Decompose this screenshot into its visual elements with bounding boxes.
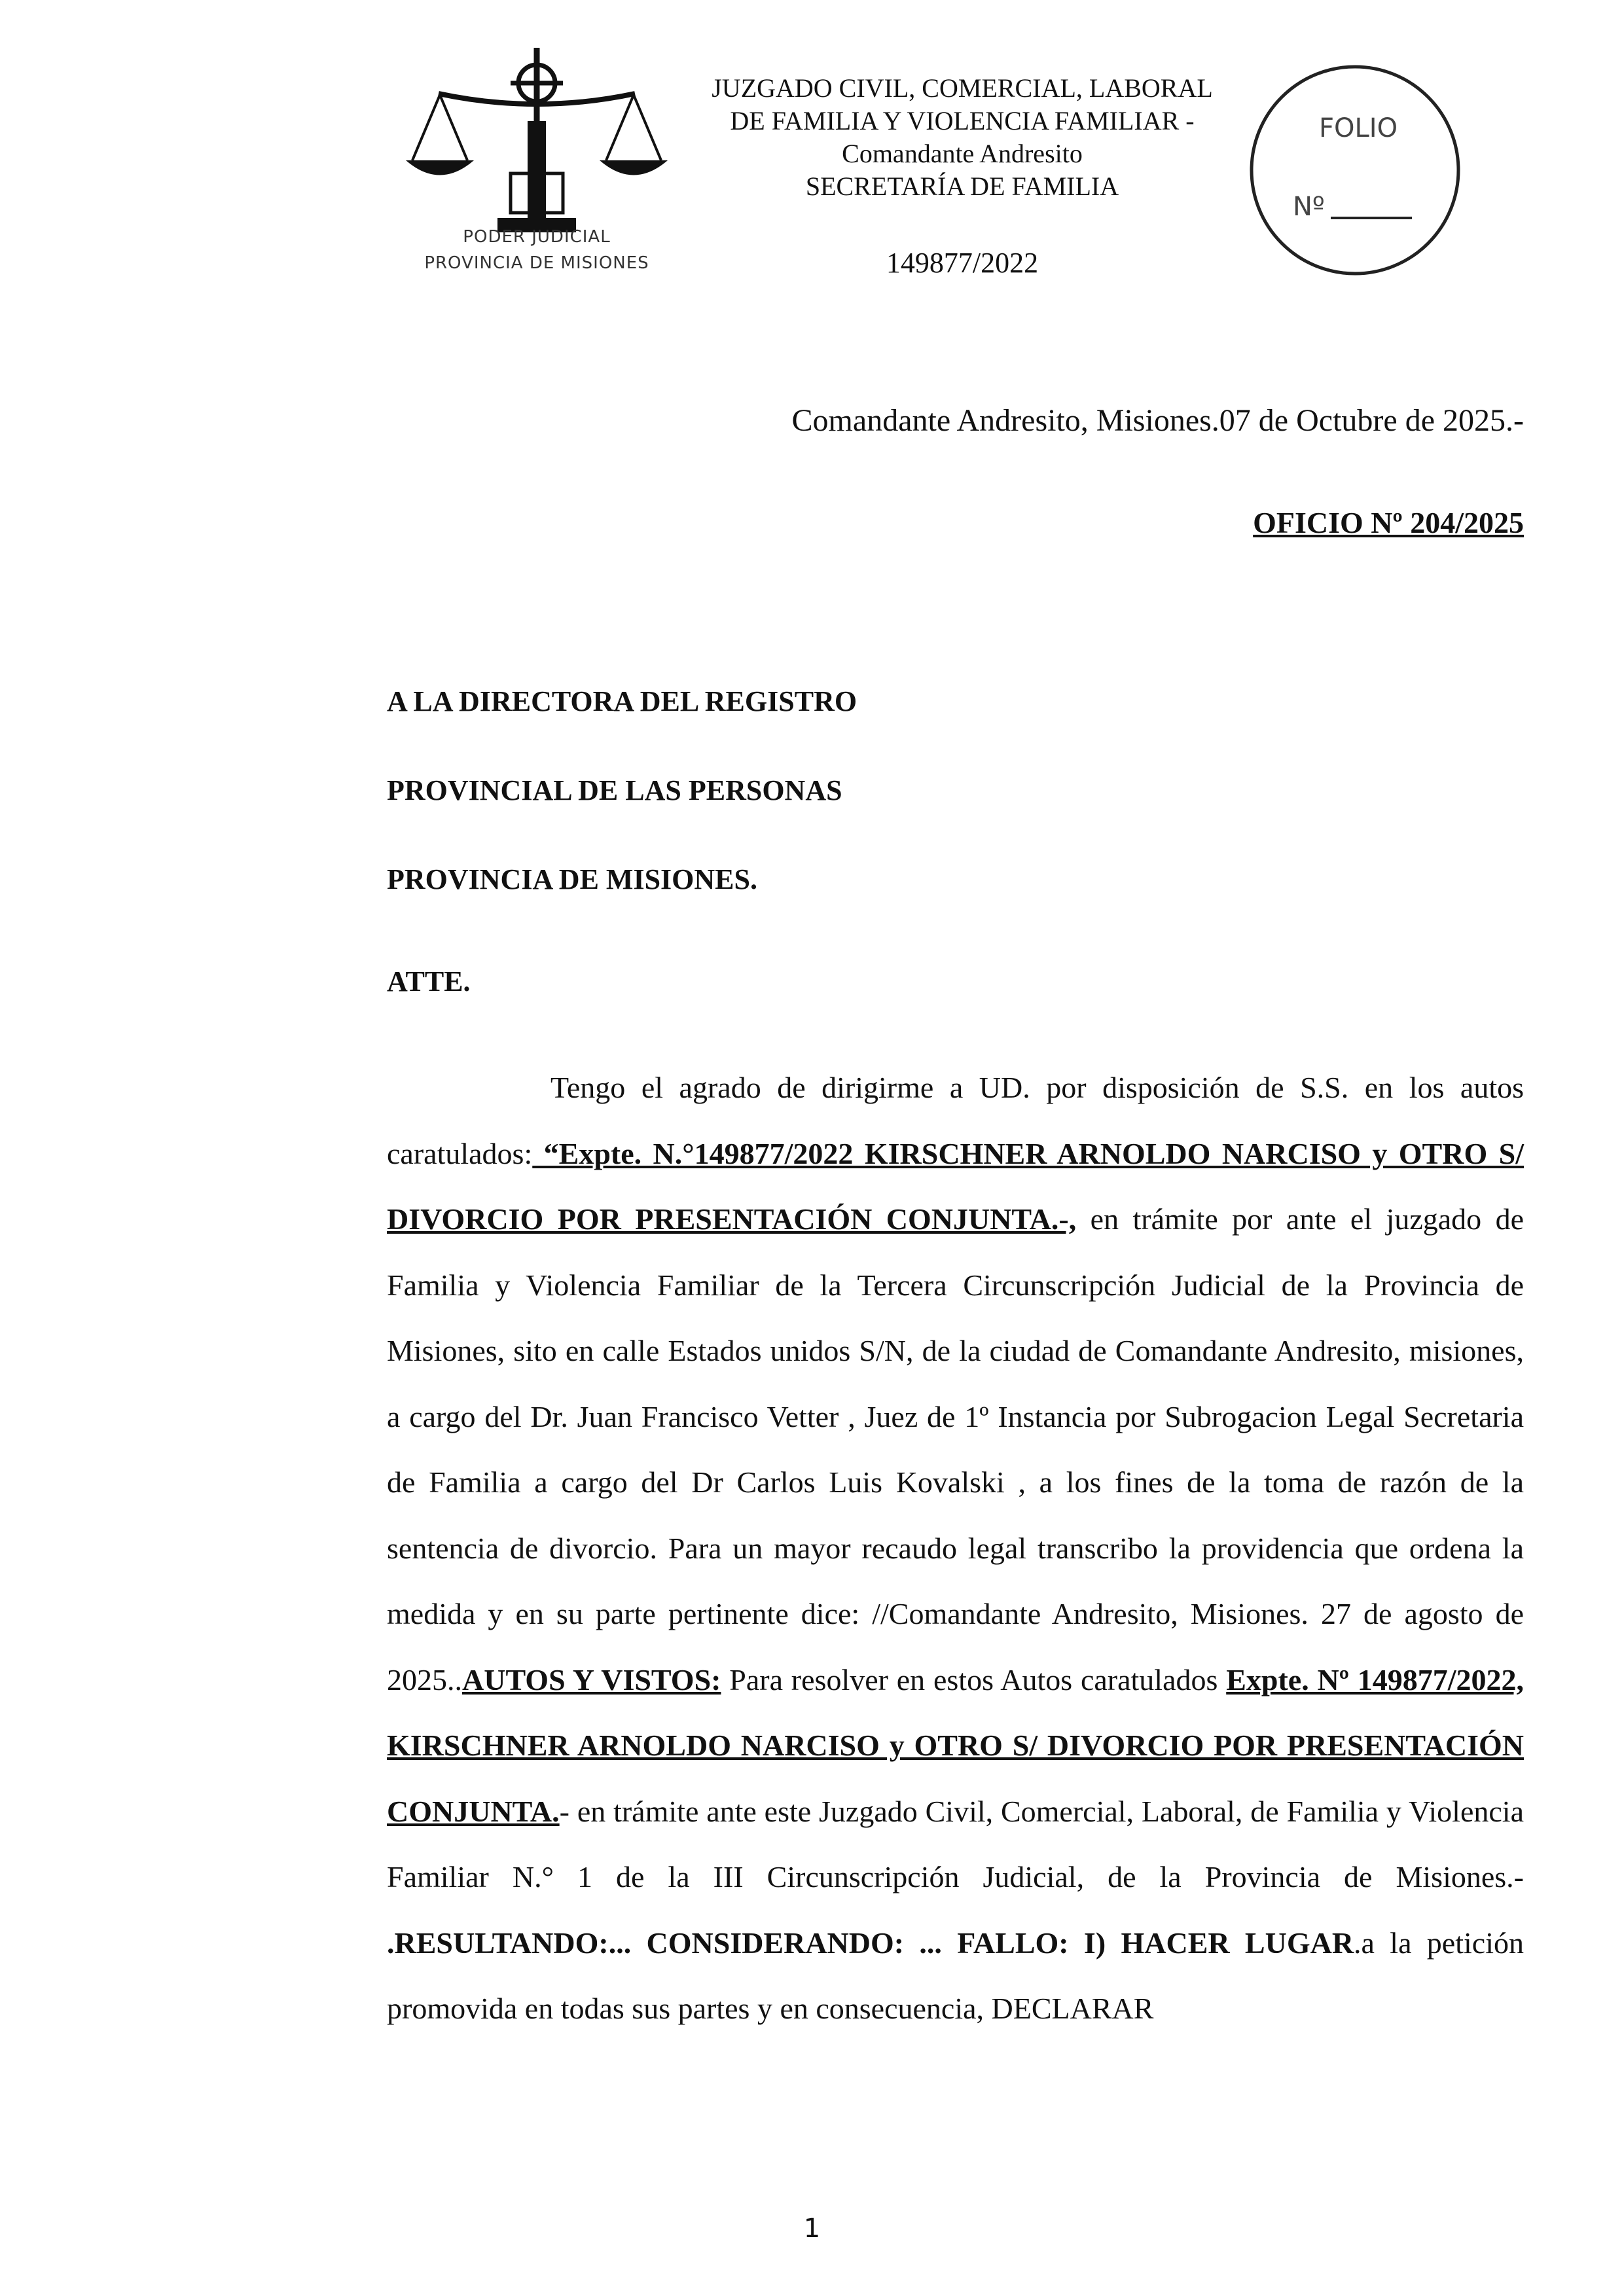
body-text-4: .a la petición promovida en todas sus partes y en consecuencia, DECLARAR bbox=[387, 1926, 1524, 2025]
court-line-2: DE FAMILIA Y VIOLENCIA FAMILIAR - bbox=[730, 106, 1195, 135]
court-line-3: Comandante Andresito bbox=[842, 139, 1083, 168]
court-line-4: SECRETARÍA DE FAMILIA bbox=[805, 171, 1119, 201]
autos-vistos: AUTOS Y VISTOS: bbox=[462, 1662, 721, 1696]
body-paragraph bbox=[387, 1055, 1524, 2042]
scales-of-justice-icon bbox=[399, 43, 674, 259]
addressee-line-1: A LA DIRECTORA DEL REGISTRO bbox=[387, 685, 857, 717]
logo-caption-line-1: PODER JUDICIAL bbox=[463, 227, 611, 247]
body-intro: Tengo el agrado de dirigirme a UD. por disposición de S.S. en los autos caratulados: bbox=[387, 1071, 1524, 1170]
judicial-logo bbox=[399, 43, 674, 291]
folio-stamp bbox=[1247, 62, 1463, 278]
folio-number-label: Nº bbox=[1293, 192, 1325, 222]
body-text-3: - en trámite ante este Juzgado Civil, Comercial, Laboral, de Familia y Violencia Familiar N.° 1 de la III Circunscripción Judicial, de la Provincia de Misiones.- bbox=[387, 1794, 1524, 1893]
addressee-line-4: ATTE. bbox=[387, 965, 471, 997]
court-header bbox=[674, 72, 1250, 203]
body-text-1: en trámite por ante el juzgado de Familia y Violencia Familiar de la Tercera Circunscripción Judicial de la Provincia de Misiones, sito en calle Estados unidos S/N, de la ciudad de Comandante Andresito, misiones, a cargo del Dr. Juan Francisco Vetter , Juez de 1º Instancia por Subrogacion Legal Secretaria de Familia a cargo del Dr Carlos Luis Kovalski , a los fines de la toma de razón de la sentencia de divorcio. Para un mayor recaudo legal transcribo la providencia que ordena la medida y en su parte pertinente dice: //Comandante Andresito, Misiones. 27 de agosto de 2025.. bbox=[387, 1202, 1524, 1696]
page-number: 1 bbox=[803, 2214, 821, 2244]
folio-label: FOLIO bbox=[1319, 113, 1398, 143]
header-case-number: 149877/2022 bbox=[886, 247, 1039, 279]
addressee-line-2: PROVINCIAL DE LAS PERSONAS bbox=[387, 774, 842, 806]
case-caption-2: Expte. Nº 149877/2022, KIRSCHNER ARNOLDO NARCISO y OTRO S/ DIVORCIO POR PRESENTACIÓN CONJUNTA. bbox=[387, 1662, 1524, 1828]
oficio-title: OFICIO Nº 204/2025 bbox=[1253, 506, 1524, 539]
date-line: Comandante Andresito, Misiones.07 de Octubre de 2025.- bbox=[791, 403, 1524, 438]
logo-caption-line-2: PROVINCIA DE MISIONES bbox=[424, 253, 649, 273]
fallo-text: .RESULTANDO:... CONSIDERANDO: ... FALLO: I) HACER LUGAR bbox=[387, 1926, 1354, 1960]
folio-circle-icon bbox=[1247, 62, 1463, 278]
addressee-line-3: PROVINCIA DE MISIONES. bbox=[387, 863, 757, 895]
case-caption-1: “Expte. N.°149877/2022 KIRSCHNER ARNOLDO NARCISO y OTRO S/ DIVORCIO POR PRESENTACIÓN CONJUNTA.-, bbox=[387, 1136, 1524, 1236]
court-line-1: JUZGADO CIVIL, COMERCIAL, LABORAL bbox=[712, 73, 1213, 103]
body-text-2: Para resolver en estos Autos caratulados bbox=[721, 1662, 1227, 1696]
